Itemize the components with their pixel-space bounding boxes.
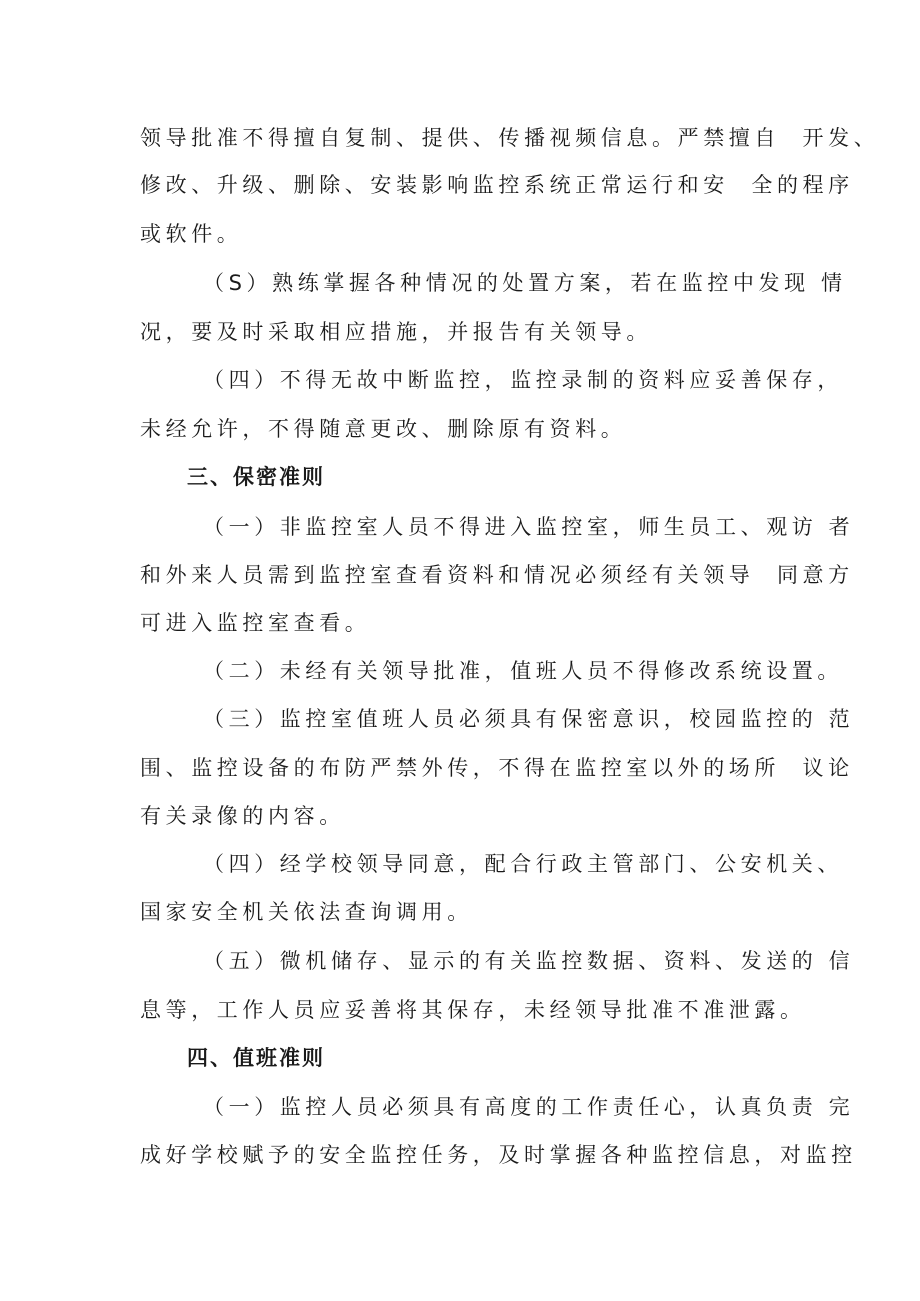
text-line: 修改、升级、删除、安装影响监控系统正常运行和安 全的程序 [140,173,854,197]
text-line: 况，要及时采取相应措施，并报告有关领导。 [140,320,652,344]
text-line: 有关录像的内容。 [140,804,345,828]
text-line: （一）监控人员必须具有高度的工作责任心，认真负责 完 [203,1095,855,1119]
text-line: （一）非监控室人员不得进入监控室，师生员工、观访 者 [203,515,855,539]
text-line: （三）监控室值班人员必须具有保密意识，校园监控的 范 [203,707,855,731]
text-line: 国家安全机关依法查询调用。 [140,900,473,924]
text-line: 或软件。 [140,222,243,246]
text-line: 可进入监控室查看。 [140,611,371,635]
section-heading: 三、保密准则 [187,465,325,489]
text-line: （四）经学校领导同意，配合行政主管部门、公安机关、 [203,852,843,876]
text-line: 成好学校赋予的安全监控任务，及时掌握各种监控信息，对监控 [140,1143,857,1167]
text-line: 息等，工作人员应妥善将其保存，未经领导批准不准泄露。 [140,998,806,1022]
text-line: 围、监控设备的布防严禁外传，不得在监控室以外的场所 议论 [140,756,854,780]
section-heading: 四、值班准则 [187,1046,325,1070]
text-line: （S）熟练掌握各种情况的处置方案，若在监控中发现 情 [203,271,847,295]
text-line: （四）不得无故中断监控，监控录制的资料应妥善保存， [203,368,843,392]
text-line: 和外来人员需到监控室查看资料和情况必须经有关领导 同意方 [140,563,854,587]
text-line: 未经允许，不得随意更改、删除原有资料。 [140,417,627,441]
text-line: （五）微机储存、显示的有关监控数据、资料、发送的 信 [203,949,855,973]
text-line: 领导批准不得擅自复制、提供、传播视频信息。严禁擅自 开发、 [140,126,880,150]
text-line: （二）未经有关领导批准，值班人员不得修改系统设置。 [203,659,843,683]
